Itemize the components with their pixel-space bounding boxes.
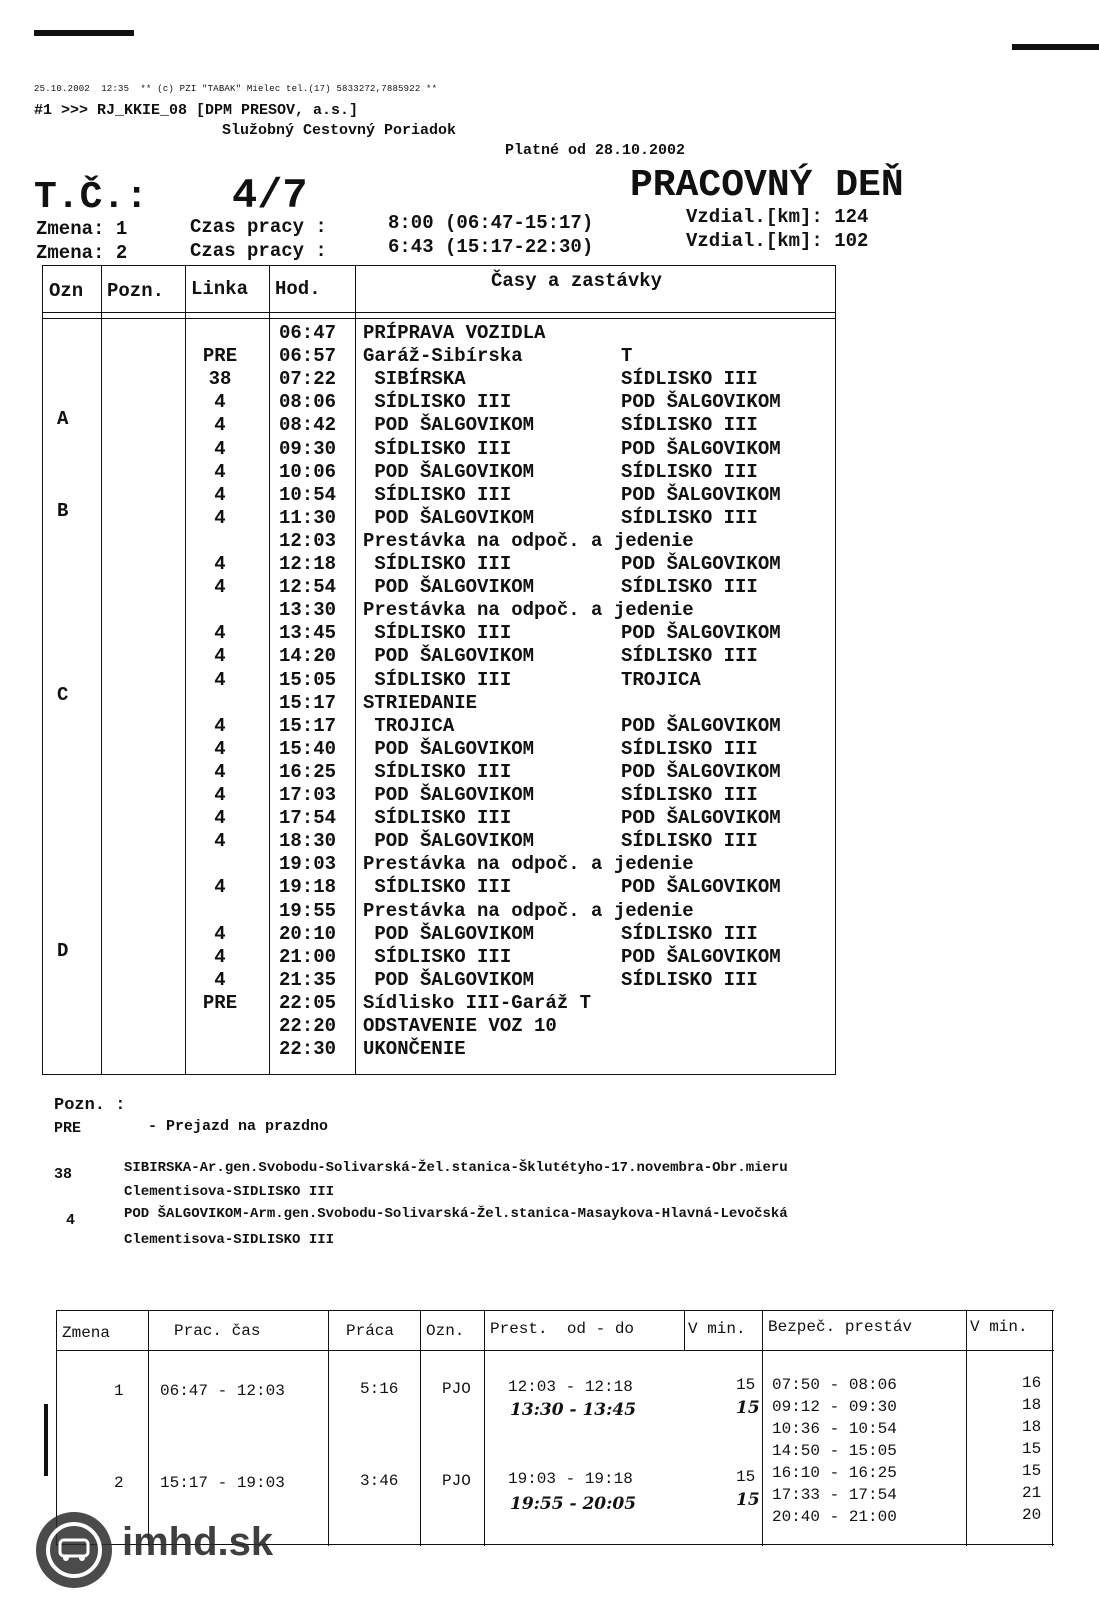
table-row xyxy=(43,784,835,807)
bezpec-min: 15 xyxy=(1022,1440,1042,1458)
scan-mark-right xyxy=(1012,44,1099,50)
sum-shift2-zmena: 2 xyxy=(114,1474,124,1492)
stop-from-cell: SÍDLISKO III xyxy=(363,668,512,691)
table-row xyxy=(43,1038,835,1061)
bezpec-range: 09:12 - 09:30 xyxy=(772,1398,897,1416)
linka-cell: PRE xyxy=(202,991,238,1014)
table-row xyxy=(43,484,835,507)
table-row xyxy=(43,368,835,391)
stop-to-cell: SÍDLISKO III xyxy=(621,414,758,437)
linka-cell: 4 xyxy=(214,830,226,853)
stop-to-cell: POD ŠALGOVIKOM xyxy=(621,714,781,737)
table-row xyxy=(43,622,835,645)
table-row xyxy=(43,923,835,946)
time-cell: 18:30 xyxy=(279,830,337,853)
valid-from: Platné od 28.10.2002 xyxy=(505,142,686,159)
time-cell: 06:47 xyxy=(279,322,337,344)
table-row xyxy=(43,738,835,761)
imhd-logo xyxy=(34,1508,324,1597)
table-row xyxy=(43,669,835,692)
time-cell: 06:57 xyxy=(279,345,337,368)
sum-shift1-prest-handwritten: 13:30 - 13:45 xyxy=(510,1400,637,1420)
linka-cell: 4 xyxy=(214,576,226,599)
table-row xyxy=(43,576,835,599)
stop-from-cell: ODSTAVENIE VOZ 10 xyxy=(363,1015,557,1037)
linka-cell: 4 xyxy=(214,668,226,691)
stop-from-cell: SÍDLISKO III xyxy=(363,437,512,460)
bezpec-range: 17:33 - 17:54 xyxy=(772,1486,897,1504)
time-cell: 08:06 xyxy=(279,391,337,414)
bezpec-min: 18 xyxy=(1022,1418,1042,1436)
time-cell: 11:30 xyxy=(279,506,337,529)
stop-to-cell: SÍDLISKO III xyxy=(621,368,758,391)
stop-from-cell: Prestávka na odpoč. a jedenie xyxy=(363,899,694,922)
time-cell: 16:25 xyxy=(279,760,337,783)
table-row xyxy=(43,391,835,414)
sum-shift2-prest: 19:03 - 19:18 xyxy=(508,1470,633,1488)
time-cell: 07:22 xyxy=(279,368,337,391)
shift1-czas-label: Czas pracy : xyxy=(190,216,327,238)
sum-shift1-prac-cas: 06:47 - 12:03 xyxy=(160,1382,285,1400)
sum-shift1-zmena: 1 xyxy=(114,1382,124,1400)
stop-to-cell: SÍDLISKO III xyxy=(621,968,758,991)
note-pre-code: PRE xyxy=(54,1120,82,1137)
note-pre-text: - Prejazd na prazdno xyxy=(148,1118,329,1135)
route-4-line2: Clementisova-SIDLISKO III xyxy=(124,1232,335,1248)
sum-header-prest: Prest. od - do xyxy=(490,1320,635,1338)
table-row xyxy=(43,645,835,668)
sum-header-vmin: V min. xyxy=(688,1320,746,1338)
bezpec-range: 20:40 - 21:00 xyxy=(772,1508,897,1526)
linka-cell: 4 xyxy=(214,760,226,783)
sum-shift1-ozn: PJO xyxy=(442,1380,471,1398)
table-row xyxy=(43,853,835,876)
time-cell: 12:03 xyxy=(279,529,337,552)
table-row xyxy=(43,715,835,738)
shift2-zmena: Zmena: 2 xyxy=(36,242,128,264)
sum-shift1-prest-min: 15 xyxy=(736,1376,756,1394)
fax-line: 25.10.2002 12:35 ** (c) PZI "TABAK" Mielec tel.(17) 5833272,7885922 ** xyxy=(34,84,438,94)
stop-from-cell: UKONČENIE xyxy=(363,1038,466,1061)
stop-from-cell: POD ŠALGOVIKOM xyxy=(363,737,535,760)
sum-shift1-prest-min-handwritten: 15 xyxy=(736,1398,760,1418)
sum-header-bezpec: Bezpeč. prestáv xyxy=(768,1318,913,1336)
ozn-marker-a: A xyxy=(57,408,69,430)
route-4-code: 4 xyxy=(66,1212,76,1229)
stop-to-cell: SÍDLISKO III xyxy=(621,737,758,760)
linka-cell: 4 xyxy=(214,622,226,645)
stop-from-cell: SÍDLISKO III xyxy=(363,760,512,783)
time-cell: 12:18 xyxy=(279,553,337,575)
table-row xyxy=(43,599,835,622)
header-pozn: Pozn. xyxy=(107,280,165,302)
stop-from-cell: POD ŠALGOVIKOM xyxy=(363,460,535,483)
time-cell: 21:00 xyxy=(279,945,337,968)
linka-cell: 4 xyxy=(214,553,226,575)
route-38-line2: Clementisova-SIDLISKO III xyxy=(124,1184,335,1200)
stop-from-cell: Garáž-Sibírska xyxy=(363,345,523,368)
stop-to-cell: TROJICA xyxy=(621,668,701,691)
stop-to-cell: POD ŠALGOVIKOM xyxy=(621,391,781,414)
route-38-line1: SIBIRSKA-Ar.gen.Svobodu-Solivarská-Žel.stanica-Šklutétyho-17.novembra-Obr.mieru xyxy=(124,1160,788,1176)
stop-to-cell: POD ŠALGOVIKOM xyxy=(621,553,781,575)
table-row xyxy=(43,530,835,553)
stop-from-cell: SÍDLISKO III xyxy=(363,553,512,575)
bezpec-range: 14:50 - 15:05 xyxy=(772,1442,897,1460)
stop-to-cell: T xyxy=(621,345,633,368)
doc-title: Služobný Cestovný Poriadok xyxy=(222,122,457,139)
time-cell: 17:03 xyxy=(279,784,337,806)
stop-from-cell: POD ŠALGOVIKOM xyxy=(363,576,535,599)
linka-cell: 4 xyxy=(214,506,226,529)
header-hod: Hod. xyxy=(275,278,321,300)
stop-to-cell: SÍDLISKO III xyxy=(621,922,758,945)
time-cell: 13:30 xyxy=(279,599,337,622)
time-cell: 10:06 xyxy=(279,460,337,483)
stop-from-cell: SÍDLISKO III xyxy=(363,945,512,968)
shift1-vzdial: Vzdial.[km]: 124 xyxy=(686,206,869,228)
stop-from-cell: Sídlisko III-Garáž T xyxy=(363,991,592,1014)
stop-from-cell: Prestávka na odpoč. a jedenie xyxy=(363,599,694,622)
linka-cell: 4 xyxy=(214,437,226,460)
stop-to-cell: SÍDLISKO III xyxy=(621,460,758,483)
time-cell: 10:54 xyxy=(279,483,337,506)
stop-to-cell: SÍDLISKO III xyxy=(621,506,758,529)
table-row xyxy=(43,322,835,345)
linka-cell: 4 xyxy=(214,876,226,899)
time-cell: 15:17 xyxy=(279,691,337,714)
tc-value: 4/7 xyxy=(232,172,308,220)
time-cell: 22:05 xyxy=(279,991,337,1014)
linka-cell: 4 xyxy=(214,645,226,668)
linka-cell: 4 xyxy=(214,807,226,830)
scan-bracket xyxy=(44,1404,48,1476)
linka-cell: 4 xyxy=(214,968,226,991)
stop-from-cell: POD ŠALGOVIKOM xyxy=(363,830,535,853)
stop-from-cell: POD ŠALGOVIKOM xyxy=(363,645,535,668)
time-cell: 19:55 xyxy=(279,899,337,922)
stop-from-cell: POD ŠALGOVIKOM xyxy=(363,414,535,437)
ozn-marker-c: C xyxy=(57,684,69,706)
table-row xyxy=(43,414,835,437)
sum-shift1-praca: 5:16 xyxy=(360,1380,399,1398)
stop-to-cell: SÍDLISKO III xyxy=(621,645,758,668)
schedule-table xyxy=(42,265,836,1075)
table-row xyxy=(43,553,835,576)
stop-from-cell: POD ŠALGOVIKOM xyxy=(363,784,535,806)
sum-shift2-prest-min: 15 xyxy=(736,1468,756,1486)
table-row xyxy=(43,946,835,969)
linka-cell: 4 xyxy=(214,922,226,945)
linka-cell: 4 xyxy=(214,460,226,483)
time-cell: 08:42 xyxy=(279,414,337,437)
stop-to-cell: SÍDLISKO III xyxy=(621,784,758,806)
stop-from-cell: STRIEDANIE xyxy=(363,691,478,714)
time-cell: 15:40 xyxy=(279,737,337,760)
doc-id: #1 >>> RJ_KKIE_08 [DPM PRESOV, a.s.] xyxy=(34,102,359,119)
sum-shift2-prac-cas: 15:17 - 19:03 xyxy=(160,1474,285,1492)
linka-cell: 4 xyxy=(214,414,226,437)
sum-shift1-prest: 12:03 - 12:18 xyxy=(508,1378,633,1396)
header-casy-zastavky: Časy a zastávky xyxy=(491,270,663,292)
time-cell: 12:54 xyxy=(279,576,337,599)
sum-header-vmin2: V min. xyxy=(970,1318,1028,1336)
time-cell: 15:17 xyxy=(279,714,337,737)
bezpec-min: 20 xyxy=(1022,1506,1042,1524)
bezpec-range: 07:50 - 08:06 xyxy=(772,1376,897,1394)
stop-to-cell: POD ŠALGOVIKOM xyxy=(621,622,781,645)
linka-cell: 4 xyxy=(214,784,226,806)
stop-to-cell: SÍDLISKO III xyxy=(621,830,758,853)
stop-to-cell: POD ŠALGOVIKOM xyxy=(621,483,781,506)
stop-from-cell: SIBÍRSKA xyxy=(363,368,466,391)
stop-to-cell: POD ŠALGOVIKOM xyxy=(621,760,781,783)
time-cell: 17:54 xyxy=(279,807,337,830)
time-cell: 20:10 xyxy=(279,922,337,945)
table-row xyxy=(43,761,835,784)
time-cell: 22:30 xyxy=(279,1038,337,1061)
table-row xyxy=(43,876,835,899)
linka-cell: 4 xyxy=(214,945,226,968)
time-cell: 21:35 xyxy=(279,968,337,991)
table-row xyxy=(43,900,835,923)
notes-title: Pozn. : xyxy=(54,1096,126,1115)
time-cell: 14:20 xyxy=(279,645,337,668)
sum-shift2-praca: 3:46 xyxy=(360,1472,399,1490)
stop-to-cell: POD ŠALGOVIKOM xyxy=(621,807,781,830)
shift1-zmena: Zmena: 1 xyxy=(36,218,128,240)
route-38-code: 38 xyxy=(54,1166,73,1183)
bezpec-range: 16:10 - 16:25 xyxy=(772,1464,897,1482)
shift2-vzdial: Vzdial.[km]: 102 xyxy=(686,230,869,252)
time-cell: 13:45 xyxy=(279,622,337,645)
table-row xyxy=(43,830,835,853)
table-row xyxy=(43,692,835,715)
ozn-marker-d: D xyxy=(57,940,69,962)
linka-cell: PRE xyxy=(202,345,238,368)
table-row xyxy=(43,1015,835,1038)
time-cell: 19:18 xyxy=(279,876,337,899)
scan-mark-left xyxy=(34,30,134,36)
table-row xyxy=(43,438,835,461)
bezpec-min: 15 xyxy=(1022,1462,1042,1480)
route-4-line1: POD ŠALGOVIKOM-Arm.gen.Svobodu-Solivarská-Žel.stanica-Masaykova-Hlavná-Levočská xyxy=(124,1206,788,1222)
sum-header-ozn: Ozn. xyxy=(426,1322,465,1340)
shift1-czas: 8:00 (06:47-15:17) xyxy=(388,212,594,234)
day-type: PRACOVNÝ DEŇ xyxy=(630,164,904,207)
table-row xyxy=(43,992,835,1015)
time-cell: 19:03 xyxy=(279,853,337,876)
sum-header-zmena: Zmena xyxy=(62,1324,111,1342)
stop-from-cell: POD ŠALGOVIKOM xyxy=(363,506,535,529)
stop-from-cell: Prestávka na odpoč. a jedenie xyxy=(363,529,694,552)
stop-from-cell: SÍDLISKO III xyxy=(363,483,512,506)
stop-from-cell: SÍDLISKO III xyxy=(363,807,512,830)
stop-to-cell: POD ŠALGOVIKOM xyxy=(621,945,781,968)
stop-from-cell: SÍDLISKO III xyxy=(363,876,512,899)
stop-to-cell: POD ŠALGOVIKOM xyxy=(621,876,781,899)
time-cell: 15:05 xyxy=(279,668,337,691)
tc-label: T.Č.: xyxy=(34,176,149,219)
bezpec-min: 21 xyxy=(1022,1484,1042,1502)
shift2-czas-label: Czas pracy : xyxy=(190,240,327,262)
linka-cell: 4 xyxy=(214,737,226,760)
stop-from-cell: POD ŠALGOVIKOM xyxy=(363,968,535,991)
table-row xyxy=(43,969,835,992)
table-row xyxy=(43,807,835,830)
stop-from-cell: TROJICA xyxy=(363,714,455,737)
bezpec-range: 10:36 - 10:54 xyxy=(772,1420,897,1438)
shift2-czas: 6:43 (15:17-22:30) xyxy=(388,236,594,258)
sum-header-prac-cas: Prac. čas xyxy=(174,1322,261,1340)
stop-to-cell: POD ŠALGOVIKOM xyxy=(621,437,781,460)
sum-shift2-ozn: PJO xyxy=(442,1472,471,1490)
table-row xyxy=(43,461,835,484)
stop-from-cell: POD ŠALGOVIKOM xyxy=(363,922,535,945)
time-cell: 09:30 xyxy=(279,437,337,460)
table-row xyxy=(43,345,835,368)
linka-cell: 4 xyxy=(214,483,226,506)
time-cell: 22:20 xyxy=(279,1015,337,1037)
bezpec-min: 18 xyxy=(1022,1396,1042,1414)
linka-cell: 4 xyxy=(214,714,226,737)
logo-text: imhd.sk xyxy=(122,1520,274,1564)
sum-header-praca: Práca xyxy=(346,1322,395,1340)
stop-from-cell: SÍDLISKO III xyxy=(363,391,512,414)
linka-cell: 4 xyxy=(214,391,226,414)
header-ozn: Ozn xyxy=(49,280,84,302)
stop-from-cell: PRÍPRAVA VOZIDLA xyxy=(363,322,546,344)
stop-to-cell: SÍDLISKO III xyxy=(621,576,758,599)
table-row xyxy=(43,507,835,530)
stop-from-cell: Prestávka na odpoč. a jedenie xyxy=(363,853,694,876)
bezpec-min: 16 xyxy=(1022,1374,1042,1392)
linka-cell: 38 xyxy=(208,368,232,391)
header-linka: Linka xyxy=(191,278,249,300)
sum-shift2-prest-handwritten: 19:55 - 20:05 xyxy=(510,1494,637,1514)
sum-shift2-prest-min-handwritten: 15 xyxy=(736,1490,760,1510)
stop-from-cell: SÍDLISKO III xyxy=(363,622,512,645)
ozn-marker-b: B xyxy=(57,500,69,522)
